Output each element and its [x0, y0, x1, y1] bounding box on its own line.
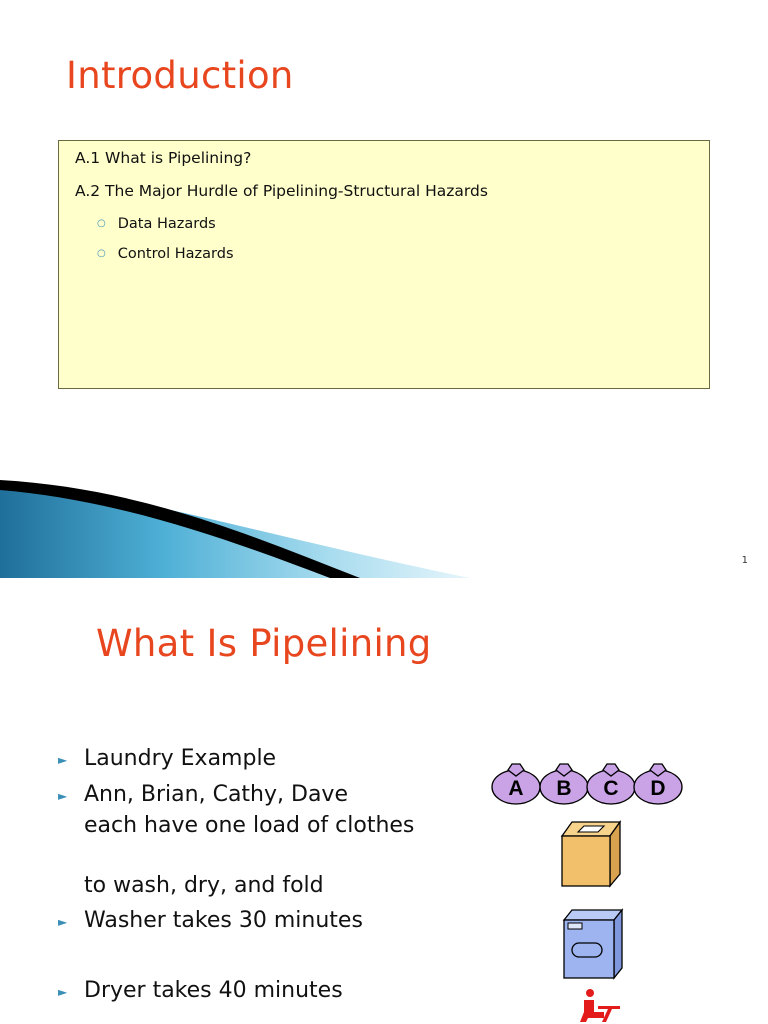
- agenda-box: [58, 140, 710, 389]
- bag-label-b: B: [556, 777, 572, 800]
- circle-bullet-icon: ○: [97, 248, 106, 259]
- slide-title: Introduction: [66, 54, 294, 97]
- slide-title: What Is Pipelining: [96, 622, 432, 665]
- agenda-subitem-control-hazards: [97, 246, 234, 262]
- triangle-bullet-icon: ►: [58, 985, 68, 999]
- page-number: 1: [741, 555, 748, 566]
- laundry-bag-icon: [634, 764, 682, 804]
- laundry-bag-icon: [492, 764, 540, 804]
- washer-icon: [558, 818, 624, 888]
- agenda-subitem-label: Data Hazards: [117, 216, 216, 232]
- triangle-bullet-icon: ►: [58, 753, 68, 767]
- laundry-bag-icon: [587, 764, 635, 804]
- agenda-subitem-label: Control Hazards: [117, 246, 234, 262]
- bullet-text: to wash, dry, and fold: [84, 873, 324, 898]
- bullet-text: Washer takes 30 minutes: [84, 908, 363, 933]
- dryer-icon: [560, 908, 626, 980]
- circle-bullet-icon: ○: [97, 218, 106, 229]
- slide-what-is-pipelining: [0, 578, 768, 1024]
- bag-label-d: D: [650, 777, 666, 800]
- bullet-text: Ann, Brian, Cathy, Dave: [84, 782, 348, 807]
- laundry-bags-row: [490, 756, 686, 806]
- bag-label-c: C: [603, 777, 619, 800]
- laundry-bag-icon: [540, 764, 588, 804]
- bullet-text: Laundry Example: [84, 746, 277, 771]
- agenda-item-structural-hazards: A.2 The Major Hurdle of Pipelining-Structural Hazards: [75, 182, 488, 200]
- folding-person-icon: [574, 988, 624, 1024]
- swoosh-decoration-icon: [0, 440, 480, 578]
- bullet-text: Dryer takes 40 minutes: [84, 978, 343, 1003]
- agenda-subitem-data-hazards: [97, 216, 216, 232]
- triangle-bullet-icon: ►: [58, 915, 68, 929]
- agenda-item-what-is-pipelining: A.1 What is Pipelining?: [75, 149, 252, 167]
- bag-label-a: A: [508, 777, 524, 800]
- triangle-bullet-icon: ►: [58, 789, 68, 803]
- bullet-text: each have one load of clothes: [84, 813, 415, 838]
